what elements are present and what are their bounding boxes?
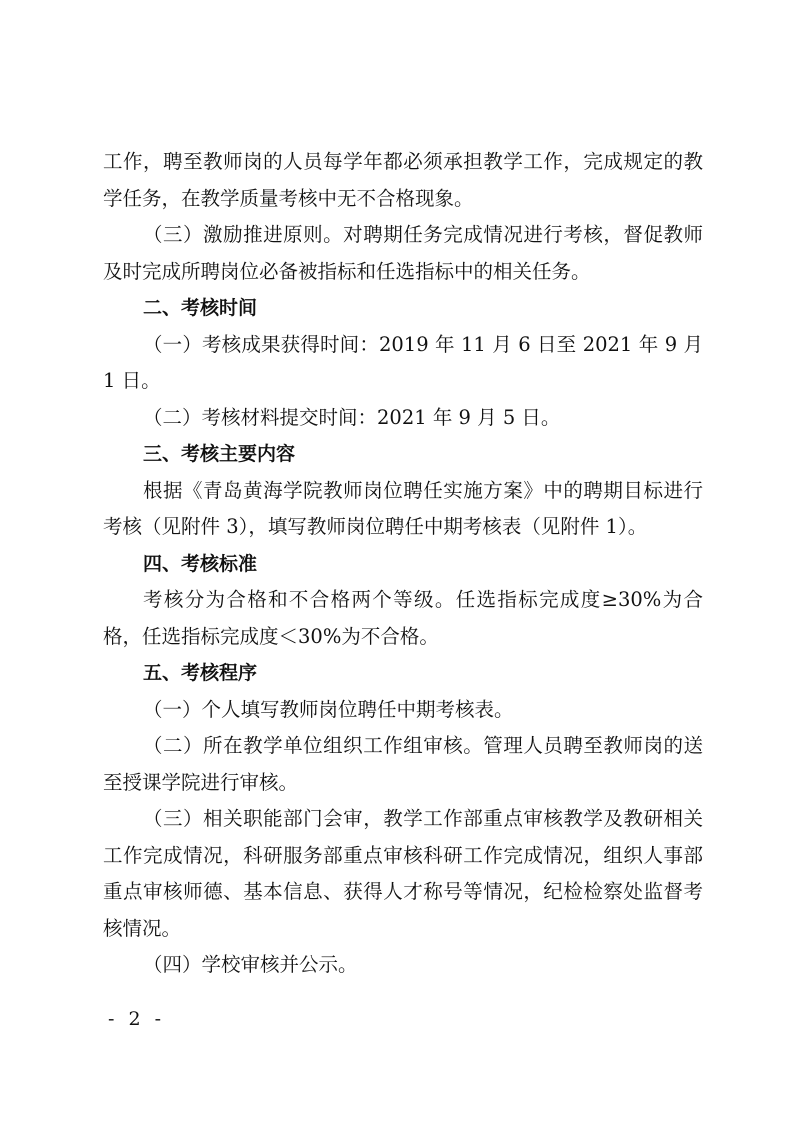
- page-number: - 2 -: [108, 1008, 166, 1030]
- section-heading: 二、考核时间: [143, 297, 258, 319]
- paragraph: （四）学校审核并公示。: [143, 953, 358, 976]
- section-heading: 三、考核主要内容: [143, 443, 296, 465]
- paragraph: （二）所在教学单位组织工作组审核。管理人员聘至教师岗的送至授课学院进行审核。: [103, 734, 703, 794]
- paragraph: 根据《青岛黄海学院教师岗位聘任实施方案》中的聘期目标进行考核（见附件 3），填写教师岗位聘任中期考核表（见附件 1）。: [103, 478, 703, 538]
- section-heading: 四、考核标准: [143, 552, 258, 575]
- paragraph: （二）考核材料提交时间：2021 年 9 月 5 日。: [143, 405, 561, 429]
- paragraph: （三）相关职能部门会审，教学工作部重点审核教学及教研相关工作完成情况，科研服务部重点审核科研工作完成情况，组织人事部重点审核师德、基本信息、获得人才称号等情况，纪检检察处监督考核情况。: [103, 807, 703, 940]
- section-heading: 五、考核程序: [143, 662, 258, 684]
- paragraph: （一）考核成果获得时间：2019 年 11 月 6 日至 2021 年 9 月 1 日。: [103, 332, 703, 392]
- paragraph: 工作，聘至教师岗的人员每学年都必须承担教学工作，完成规定的教学任务，在教学质量考核中无不合格现象。: [103, 150, 703, 210]
- paragraph: （一）个人填写教师岗位聘任中期考核表。: [143, 697, 514, 721]
- paragraph: （三）激励推进原则。对聘期任务完成情况进行考核，督促教师及时完成所聘岗位必备被指标和任选指标中的相关任务。: [103, 223, 703, 283]
- paragraph: 考核分为合格和不合格两个等级。任选指标完成度≥30%为合格，任选指标完成度＜30%为不合格。: [103, 588, 703, 648]
- document-body: [103, 144, 703, 984]
